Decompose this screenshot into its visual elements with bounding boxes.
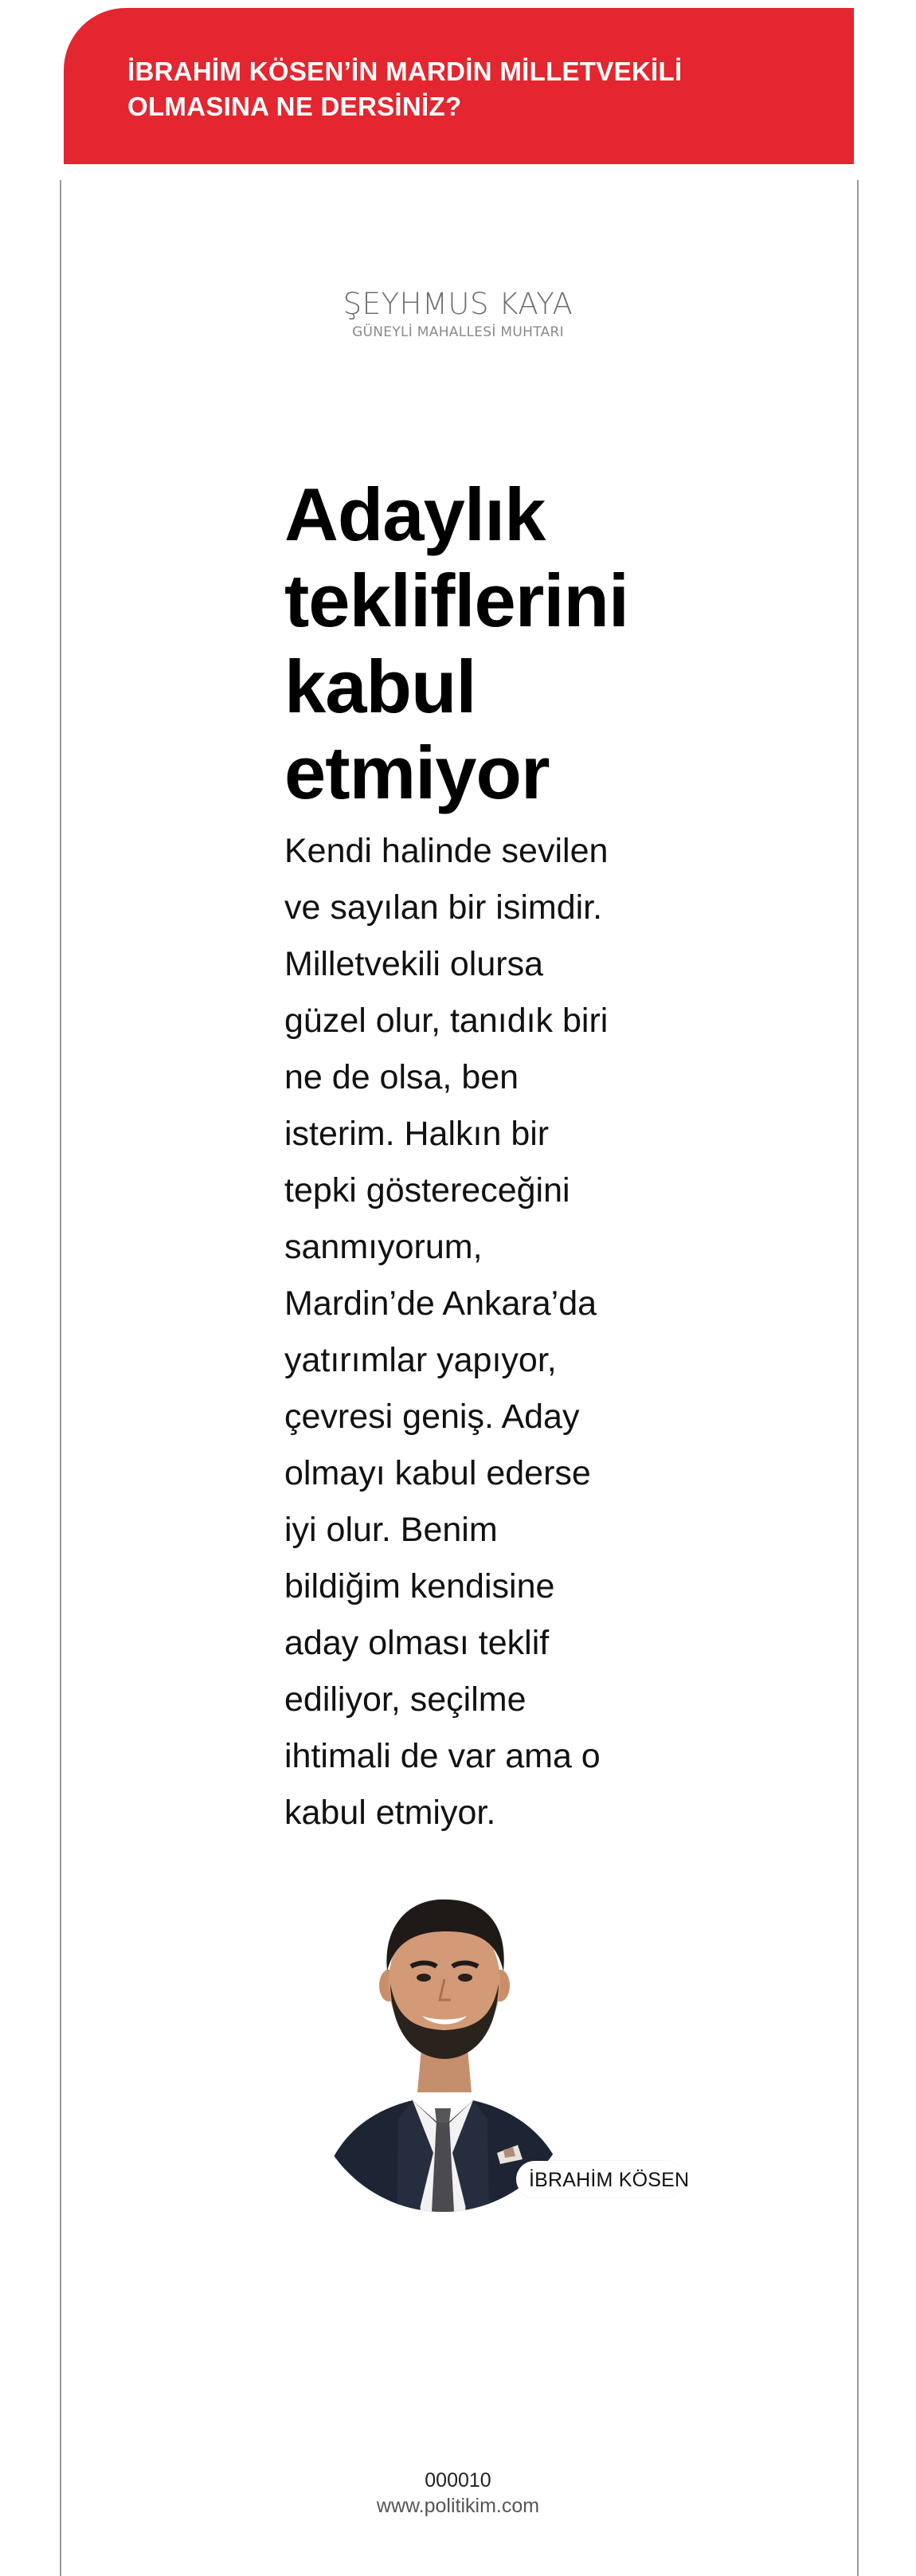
portrait-name-label xyxy=(516,2161,690,2198)
banner-title: İBRAHİM KÖSEN’İN MARDİN MİLLETVEKİLİ OLMASINA NE DERSİNİZ? xyxy=(127,57,683,121)
frame-left-line xyxy=(60,180,61,2576)
page-number: 000010 xyxy=(425,2469,491,2492)
page-footer xyxy=(0,2468,916,2519)
article-body: Kendi halinde sevilen ve sayılan bir isimdir. Milletvekili olursa güzel olur, tanıdık biri ne de olsa, ben isterim. Halkın bir tepki göstereceğini sanmıyorum, Mardin’de Ankara’da yatırımlar yapıyor, çevresi geniş. Aday olmayı kabul ederse iyi olur. Benim bildiğim kendisine aday olması teklif ediliyor, seçilme ihtimali de var ama o kabul etmiyor. xyxy=(284,832,609,1832)
portrait-name-text: İBRAHİM KÖSEN xyxy=(529,2169,690,2191)
question-banner xyxy=(64,8,854,164)
author-block xyxy=(0,287,916,341)
site-url[interactable]: www.politikim.com xyxy=(376,2495,540,2517)
portrait-head xyxy=(303,1888,621,2127)
author-role: GÜNEYLİ MAHALLESİ MUHTARI xyxy=(352,324,564,340)
portrait-block xyxy=(303,1888,690,2247)
article-headline: Adaylık tekliflerini kabul etmiyor xyxy=(284,472,629,814)
author-name: ŞEYHMUS KAYA xyxy=(343,287,573,321)
frame-right-line xyxy=(857,180,859,2576)
